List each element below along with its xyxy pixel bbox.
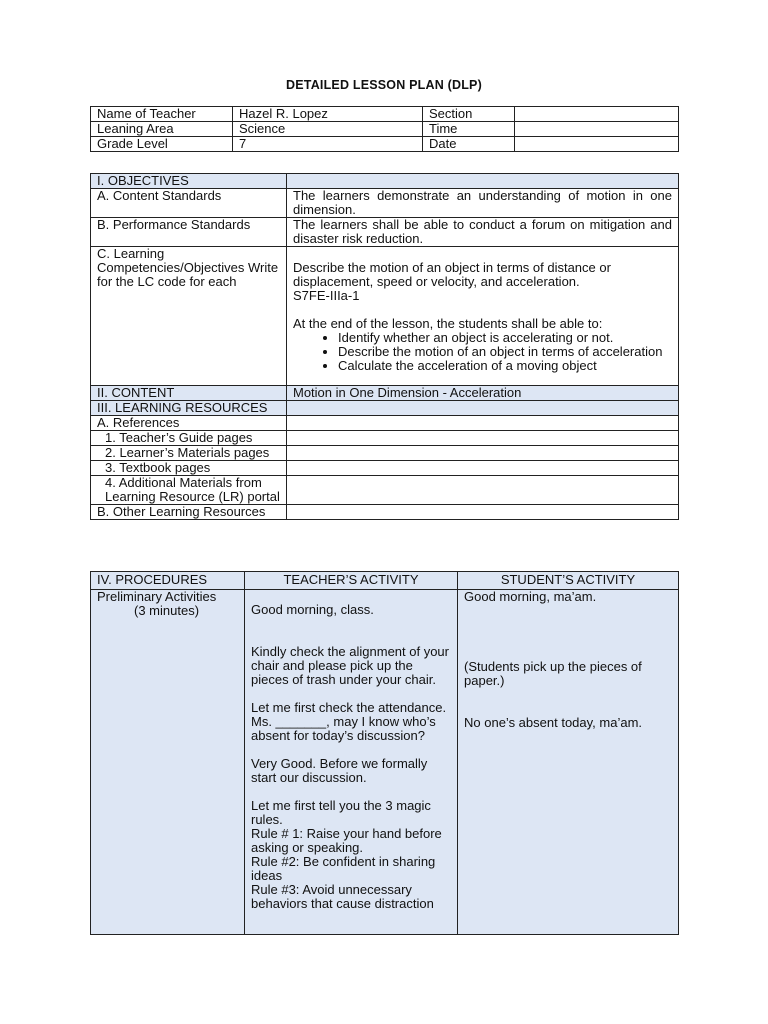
content-standards-text: The learners demonstrate an understanding of motion in one dimension.: [287, 189, 679, 218]
content-value: Motion in One Dimension - Acceleration: [287, 386, 679, 401]
list-item: • Calculate the acceleration of a moving object: [338, 359, 672, 373]
textbook-pages-label: 3. Textbook pages: [91, 461, 287, 476]
competency-intro: At the end of the lesson, the students shall be able to:: [293, 316, 603, 331]
references-label: A. References: [91, 416, 287, 431]
content-standards-label: A. Content Standards: [91, 189, 287, 218]
document-title: DETAILED LESSON PLAN (DLP): [286, 78, 482, 92]
content-heading: II. CONTENT: [91, 386, 287, 401]
other-resources-label: B. Other Learning Resources: [91, 505, 287, 520]
learners-materials-label: 2. Learner’s Materials pages: [91, 446, 287, 461]
teacher-alignment: Kindly check the alignment of your chair and please pick up the pieces of trash under your chair.: [251, 644, 449, 687]
section-value: [515, 107, 679, 122]
procedures-table: [90, 571, 679, 935]
competencies-label: C. Learning Competencies/Objectives Write for the LC code for each: [91, 247, 287, 386]
section-label: Section: [423, 107, 515, 122]
header-info-table: [90, 106, 679, 152]
procedures-heading: IV. PROCEDURES: [91, 572, 245, 590]
grade-label: Grade Level: [91, 137, 233, 152]
competency-code: S7FE-IIIa-1: [293, 288, 360, 303]
area-value: Science: [233, 122, 423, 137]
rule-2: Rule #2: Be confident in sharing ideas: [251, 854, 436, 883]
student-activity-cell: [458, 590, 679, 935]
teacher-absent-question: Ms. _______, may I know who’s absent for today’s discussion?: [251, 714, 436, 743]
teacher-greeting: Good morning, class.: [251, 602, 374, 617]
teacher-attendance: Let me first check the attendance.: [251, 700, 447, 715]
objectives-table: [90, 173, 679, 520]
teacher-activity-cell: [245, 590, 458, 935]
teacher-label: Name of Teacher: [91, 107, 233, 122]
student-no-absent: No one’s absent today, ma’am.: [464, 715, 643, 730]
rule-1: Rule # 1: Raise your hand before asking or speaking.: [251, 826, 442, 855]
preliminary-time: (3 minutes): [134, 603, 200, 618]
student-greeting: Good morning, ma’am.: [464, 589, 597, 604]
performance-standards-label: B. Performance Standards: [91, 218, 287, 247]
teachers-guide-label: 1. Teacher’s Guide pages: [91, 431, 287, 446]
learning-resources-heading: III. LEARNING RESOURCES: [91, 401, 287, 416]
rule-3: Rule #3: Avoid unnecessary behaviors that cause distraction: [251, 882, 434, 911]
time-value: [515, 122, 679, 137]
teacher-activity-heading: TEACHER’S ACTIVITY: [245, 572, 458, 590]
date-value: [515, 137, 679, 152]
teacher-value: Hazel R. Lopez: [233, 107, 423, 122]
student-activity-heading: STUDENT’S ACTIVITY: [458, 572, 679, 590]
student-pick-trash: (Students pick up the pieces of paper.): [464, 659, 642, 688]
time-label: Time: [423, 122, 515, 137]
preliminary-label: Preliminary Activities: [97, 589, 217, 604]
grade-value: 7: [233, 137, 423, 152]
preliminary-cell: [91, 590, 245, 935]
teacher-very-good: Very Good. Before we formally start our discussion.: [251, 756, 428, 785]
list-item: • Identify whether an object is accelerating or not.: [338, 331, 672, 345]
performance-standards-text: The learners shall be able to conduct a forum on mitigation and disaster risk reduction.: [287, 218, 679, 247]
competency-description: Describe the motion of an object in terms of distance or displacement, speed or velocity, and acceleration.: [293, 260, 611, 289]
competencies-cell: [287, 247, 679, 386]
objectives-heading: I. OBJECTIVES: [91, 174, 287, 189]
area-label: Leaning Area: [91, 122, 233, 137]
competency-list: [293, 331, 672, 373]
list-item: • Describe the motion of an object in terms of acceleration: [338, 345, 672, 359]
teacher-rules-intro: Let me first tell you the 3 magic rules.: [251, 798, 431, 827]
date-label: Date: [423, 137, 515, 152]
additional-materials-label: 4. Additional Materials from Learning Resource (LR) portal: [91, 476, 287, 505]
